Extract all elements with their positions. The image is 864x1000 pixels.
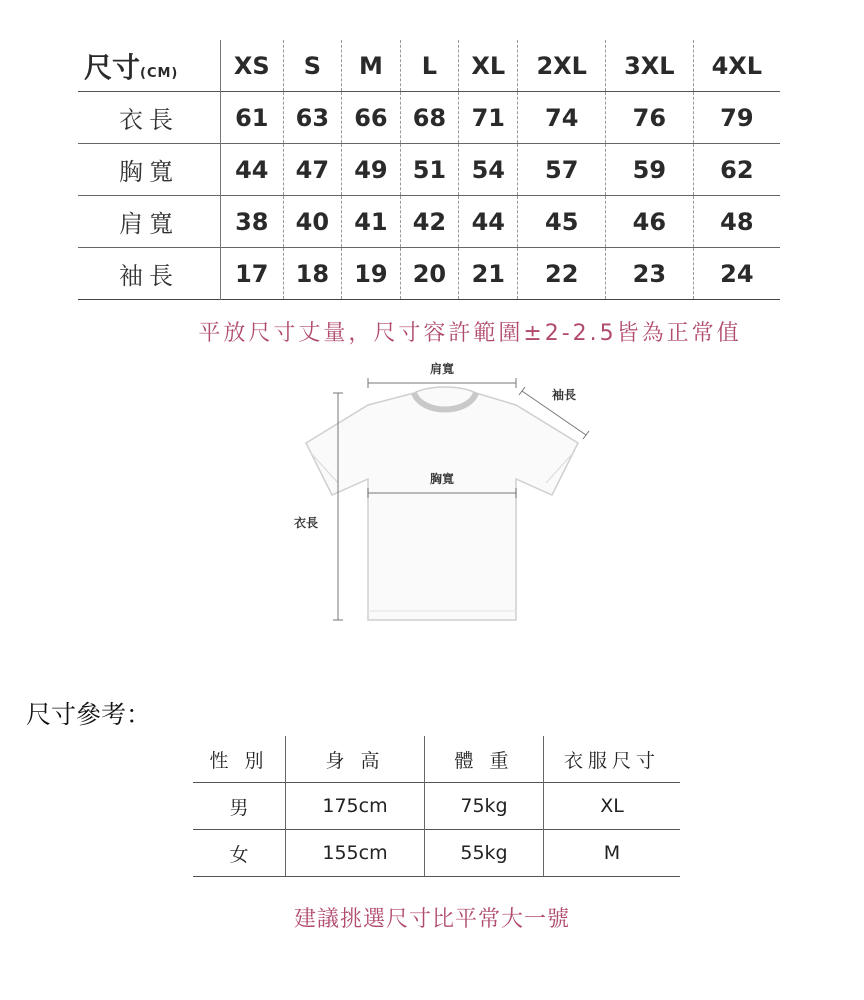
size-cell: 46 xyxy=(606,196,694,248)
size-cell: 23 xyxy=(606,248,694,300)
size-header: 2XL xyxy=(518,40,606,92)
reference-row xyxy=(193,783,680,830)
size-cell: 20 xyxy=(400,248,459,300)
size-chart-table xyxy=(78,40,780,300)
size-cell: 79 xyxy=(693,92,780,144)
size-chart-corner-label: 尺寸 xyxy=(84,50,141,84)
size-cell: 54 xyxy=(459,144,518,196)
reference-cell: 175cm xyxy=(286,783,425,830)
reference-cell: 155cm xyxy=(286,830,425,877)
size-chart-row xyxy=(78,248,780,300)
size-chart-corner xyxy=(78,40,221,92)
size-header: S xyxy=(283,40,342,92)
size-cell: 18 xyxy=(283,248,342,300)
reference-header-row xyxy=(193,736,680,783)
size-chart-unit-label: (CM) xyxy=(140,65,179,81)
size-cell: 61 xyxy=(221,92,284,144)
size-cell: 48 xyxy=(693,196,780,248)
size-cell: 22 xyxy=(518,248,606,300)
reference-header: 體 重 xyxy=(425,736,544,783)
size-cell: 19 xyxy=(342,248,401,300)
reference-title: 尺寸參考： xyxy=(26,700,152,729)
size-cell: 47 xyxy=(283,144,342,196)
sleeve-measure-tick-top xyxy=(519,387,525,395)
reference-cell: M xyxy=(544,830,681,877)
reference-cell: 女 xyxy=(229,843,249,866)
size-cell: 44 xyxy=(459,196,518,248)
size-cell: 66 xyxy=(342,92,401,144)
sleeve-label: 袖長 xyxy=(551,388,577,402)
tshirt-diagram xyxy=(280,355,610,635)
size-cell: 59 xyxy=(606,144,694,196)
chest-label: 胸寬 xyxy=(429,472,455,486)
row-label-length: 衣長 xyxy=(119,106,179,134)
reference-header: 身 高 xyxy=(286,736,425,783)
size-chart-header-row xyxy=(78,40,780,92)
size-header: XS xyxy=(221,40,284,92)
reference-table xyxy=(193,736,680,877)
size-cell: 38 xyxy=(221,196,284,248)
reference-cell: XL xyxy=(544,783,681,830)
sleeve-measure-tick-bottom xyxy=(583,431,589,439)
size-cell: 17 xyxy=(221,248,284,300)
row-label-chest: 胸寬 xyxy=(119,158,179,186)
reference-cell: 55kg xyxy=(425,830,544,877)
size-chart-row xyxy=(78,144,780,196)
size-header: XL xyxy=(459,40,518,92)
reference-row xyxy=(193,830,680,877)
reference-cell: 75kg xyxy=(425,783,544,830)
row-label-shoulder: 肩寬 xyxy=(119,210,179,238)
size-cell: 44 xyxy=(221,144,284,196)
size-cell: 76 xyxy=(606,92,694,144)
length-label: 衣長 xyxy=(293,516,319,530)
row-label-sleeve: 袖長 xyxy=(119,262,179,290)
size-cell: 57 xyxy=(518,144,606,196)
size-cell: 51 xyxy=(400,144,459,196)
size-cell: 74 xyxy=(518,92,606,144)
size-header: L xyxy=(400,40,459,92)
size-cell: 71 xyxy=(459,92,518,144)
size-cell: 24 xyxy=(693,248,780,300)
size-cell: 68 xyxy=(400,92,459,144)
measurement-note: 平放尺寸丈量，尺寸容許範圍±2-2.5皆為正常值 xyxy=(198,321,742,346)
size-cell: 45 xyxy=(518,196,606,248)
size-cell: 42 xyxy=(400,196,459,248)
reference-cell: 男 xyxy=(229,796,249,819)
size-cell: 40 xyxy=(283,196,342,248)
reference-header: 性 別 xyxy=(209,749,269,772)
shoulder-label: 肩寬 xyxy=(429,362,455,376)
size-chart-row xyxy=(78,196,780,248)
sizing-advice: 建議挑選尺寸比平常大一號 xyxy=(293,907,570,932)
size-cell: 49 xyxy=(342,144,401,196)
size-header: M xyxy=(342,40,401,92)
reference-header: 衣服尺寸 xyxy=(544,736,681,783)
size-cell: 21 xyxy=(459,248,518,300)
size-header: 3XL xyxy=(606,40,694,92)
size-chart-row xyxy=(78,92,780,144)
size-cell: 63 xyxy=(283,92,342,144)
size-cell: 41 xyxy=(342,196,401,248)
size-cell: 62 xyxy=(693,144,780,196)
tshirt-outline xyxy=(306,387,578,620)
size-header: 4XL xyxy=(693,40,780,92)
